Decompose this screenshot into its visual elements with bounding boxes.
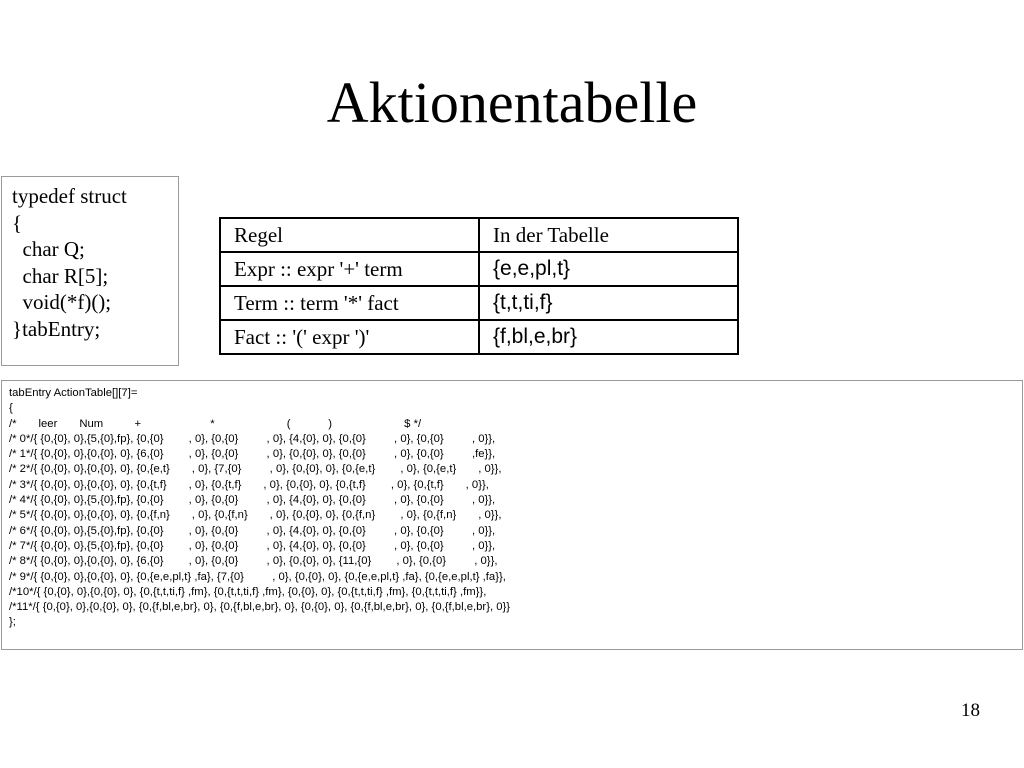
action-table-code-line: /* 9*/{ {0,{0}, 0},{0,{0}, 0}, {0,{e,e,pl,t} ,fa}, {7,{0} , 0}, {0,{0}, 0}, {0,{e,e,pl,t} ,fa}, {0,{e,e,pl,t} ,fa}},	[9, 570, 506, 583]
action-table-code-line: /* 8*/{ {0,{0}, 0},{0,{0}, 0}, {6,{0} , 0}, {0,{0} , 0}, {0,{0}, 0}, {11,{0} , 0}, {0,{0} , 0}},	[9, 555, 498, 568]
rules-table-header-row	[220, 218, 738, 252]
action-table-code-line: /* 3*/{ {0,{0}, 0},{0,{0}, 0}, {0,{t,f} , 0}, {0,{t,f} , 0}, {0,{0}, 0}, {0,{t,f} , 0}, {0,{t,f} , 0}},	[9, 478, 489, 491]
slide-title: Aktionentabelle	[326, 70, 698, 135]
struct-code-line: {	[12, 210, 23, 235]
rules-table-row	[220, 286, 738, 320]
rules-header-in-der-tabelle: In der Tabelle	[479, 218, 738, 252]
action-table-code-line: /* 5*/{ {0,{0}, 0},{0,{0}, 0}, {0,{f,n} , 0}, {0,{f,n} , 0}, {0,{0}, 0}, {0,{f,n} , 0}, {0,{f,n} , 0}},	[9, 509, 502, 522]
page-number: 18	[961, 700, 980, 721]
action-table-code-line: };	[9, 616, 16, 629]
action-table-code-line: {	[9, 402, 13, 415]
action-table-code-line: /* 1*/{ {0,{0}, 0},{0,{0}, 0}, {6,{0} , 0}, {0,{0} , 0}, {0,{0}, 0}, {0,{0} , 0}, {0,{0} ,fe}},	[9, 448, 496, 461]
rules-table-row	[220, 320, 738, 354]
action-table-code-box	[1, 380, 1023, 650]
rule-cell: Expr :: expr '+' term	[220, 252, 479, 286]
rules-header-regel: Regel	[220, 218, 479, 252]
rules-table-row	[220, 252, 738, 286]
action-table-code-line: /* 6*/{ {0,{0}, 0},{5,{0},fp}, {0,{0} , 0}, {0,{0} , 0}, {4,{0}, 0}, {0,{0} , 0}, {0,{0} , 0}},	[9, 524, 496, 537]
action-table-code-line: /*10*/{ {0,{0}, 0},{0,{0}, 0}, {0,{t,t,ti,f} ,fm}, {0,{t,t,ti,f} ,fm}, {0,{0}, 0}, {0,{t,t,ti,f} ,fm}, {0,{t,t,ti,f} ,fm}},	[9, 585, 487, 598]
struct-code-line: char R[5];	[12, 263, 109, 288]
table-entry-cell: {f,bl,e,br}	[479, 320, 738, 354]
action-table-code-line: /* 7*/{ {0,{0}, 0},{5,{0},fp}, {0,{0} , 0}, {0,{0} , 0}, {4,{0}, 0}, {0,{0} , 0}, {0,{0} , 0}},	[9, 539, 496, 552]
rule-cell: Term :: term '*' fact	[220, 286, 479, 320]
struct-code-line: }tabEntry;	[12, 316, 101, 341]
struct-code-line: typedef struct	[12, 184, 127, 208]
struct-definition-box	[1, 176, 179, 366]
action-table-code-line: /* 2*/{ {0,{0}, 0},{0,{0}, 0}, {0,{e,t} , 0}, {7,{0} , 0}, {0,{0}, 0}, {0,{e,t} , 0}, {0,{e,t} , 0}},	[9, 463, 502, 476]
action-table-code-line: /* leer Num + * ( ) $ */	[9, 417, 422, 430]
action-table-code-line: /* 4*/{ {0,{0}, 0},{5,{0},fp}, {0,{0} , 0}, {0,{0} , 0}, {4,{0}, 0}, {0,{0} , 0}, {0,{0} , 0}},	[9, 494, 496, 507]
action-table-code-line: /* 0*/{ {0,{0}, 0},{5,{0},fp}, {0,{0} , 0}, {0,{0} , 0}, {4,{0}, 0}, {0,{0} , 0}, {0,{0} , 0}},	[9, 432, 496, 445]
struct-code-line: char Q;	[12, 237, 85, 262]
action-table-code-line: /*11*/{ {0,{0}, 0},{0,{0}, 0}, {0,{f,bl,e,br}, 0}, {0,{f,bl,e,br}, 0}, {0,{0}, 0}, {0,{f,bl,e,br}, 0}, {0,{f,bl,e,br}, 0}}	[9, 601, 511, 614]
struct-code-line: void(*f)();	[12, 290, 112, 315]
table-entry-cell: {e,e,pl,t}	[479, 252, 738, 286]
rules-table	[219, 217, 739, 355]
action-table-code-line: tabEntry ActionTable[][7]=	[9, 387, 138, 399]
rule-cell: Fact :: '(' expr ')'	[220, 320, 479, 354]
table-entry-cell: {t,t,ti,f}	[479, 286, 738, 320]
